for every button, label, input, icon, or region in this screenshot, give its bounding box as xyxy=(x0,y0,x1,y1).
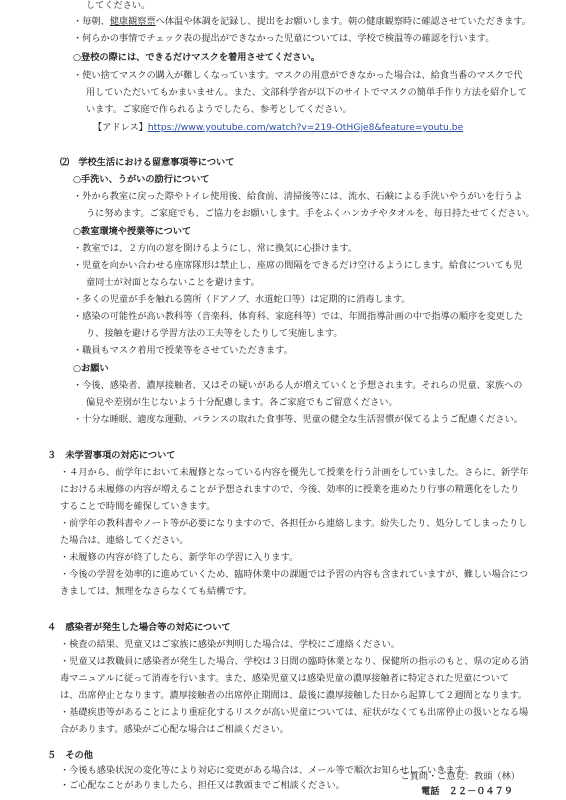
section-3-line: きましては、無理をなさらなくても結構です。 xyxy=(60,586,253,597)
request-line: ・今後、感染者、濃厚接触者、又はその疑いがある人が増えていくと予想されます。それらの児童、家族への xyxy=(73,380,523,391)
section-3-line: ・今後の学習を効率的に進めていくため、臨時休業中の課題では予習の内容も含まれていますが、難しい場合につ xyxy=(60,569,529,580)
bullet-check-sheet: ・何らかの事情でチェック表の提出ができなかった児童については、学校で検温等の確認を行います。 xyxy=(73,33,495,44)
section-3-line: た場合は、連絡してください。 xyxy=(60,535,189,546)
classroom-line: り、接触を避ける学習方法の工夫等をしたりして実施します。 xyxy=(86,328,343,339)
classroom-line: ・感染の可能性が高い教科等（音楽科、体育科、家庭科等）では、年間指導計画の中で指導の順序を変更した xyxy=(73,311,524,322)
section-5-line: ・今後も感染状況の変化等により対応に変更がある場合は、メール等で順次お知らせしていきます。 xyxy=(60,765,473,776)
section-4-line: は、出席停止となります。濃厚接触者の出席停止期間は、最後に濃厚接触した日から起算して２週間となります。 xyxy=(60,690,528,701)
section-3-line: ・４月から、前学年において未履修となっている内容を優先して授業を行う計画をしていました。さらに、新学年 xyxy=(60,467,529,478)
bullet-prefix: ・毎朝、 xyxy=(73,16,110,27)
bullet-health-check xyxy=(73,16,531,28)
mask-line: 用していただいてもかまいません。また、文部科学省が以下のサイトでマスクの簡単手作り方法を紹介して xyxy=(86,87,527,98)
continued-text: してください。 xyxy=(86,0,151,11)
section-4-line: ・基礎疾患等があることにより重症化するリスクが高い児童については、症状がなくても出席停止の扱いとなる場 xyxy=(60,707,529,718)
section-3-line: ・前学年の教科書やノート等が必要になりますので、各担任から連絡します。紛失したり、処分してしまったりし xyxy=(60,518,528,529)
classroom-line: 童同士が対面とならないことを避けます。 xyxy=(86,277,260,288)
handwash-line: うに努めます。ご家庭でも、ご協力をお願いします。手をふくハンカチやタオルを、毎日持たせてください。 xyxy=(86,208,535,219)
section-3-line: することで時間を確保していきます。 xyxy=(60,501,216,512)
health-form-term: 健康観察票 xyxy=(109,16,156,27)
address-link[interactable]: https://www.youtube.com/watch?v=219-OtHGje8&feature=youtu.be xyxy=(147,122,464,133)
section-3-heading: ３ 未学習事項の対応について xyxy=(47,450,176,461)
section-3-line: ・未履修の内容が終了したら、新学年の学習に入ります。 xyxy=(60,552,299,563)
contact-phone: 電話 ２２－０４７９ xyxy=(421,786,513,797)
mask-line: います。ご家庭で作られるようでしたら、参考としてください。 xyxy=(86,104,352,115)
bullet-rest: へ体温や体調を記録し、提出をお願いします。朝の健康観察時に確認させていただきます。 xyxy=(155,16,531,27)
section-4-line: 毒マニュアルに従って消毒を行います。また、感染児童又は感染児童の濃厚接触者に特定された児童について xyxy=(60,673,509,684)
section-5-line: ・ご心配なことがありましたら、担任又は教頭までご相談ください。 xyxy=(60,780,345,791)
classroom-line: ・職員もマスク着用で授業等をさせていただきます。 xyxy=(73,345,293,356)
request-heading: ○お願い xyxy=(73,363,109,374)
handwash-line: ・外から教室に戻った際やトイレ使用後、給食前、清掃後等には、流水、石鹸による手洗いやうがいを行うよ xyxy=(73,191,523,202)
mask-heading: ○登校の際には、できるだけマスクを着用させてください。 xyxy=(73,52,320,63)
section-4-line: 合があります。感染がご心配な場合はご相談ください。 xyxy=(60,724,289,735)
classroom-line: ・教室では、２方向の窓を開けるようにし、常に換気に心掛けます。 xyxy=(73,243,358,254)
classroom-heading: ○教室環境や授業等について xyxy=(73,226,192,237)
address-line xyxy=(93,122,463,134)
request-line: ・十分な睡眠、適度な運動、バランスの取れた食事等、児童の健全な生活習慣が保てるようご配慮ください。 xyxy=(73,414,523,425)
section-2-heading: ⑵ 学校生活における留意事項等について xyxy=(60,157,235,168)
classroom-line: ・多くの児童が手を触れる箇所（ドアノブ、水道蛇口等）は定期的に消毒します。 xyxy=(73,294,411,305)
section-3-line: における未履修の内容が増えることが予想されますので、今後、効率的に授業を進めたり行事の精選化をしたり xyxy=(60,484,520,495)
section-4-line: ・検査の結果、児童又はご家族に感染が判明した場合は、学校にご連絡ください。 xyxy=(60,639,400,650)
mask-line: ・使い捨てマスクの購入が難しくなっています。マスクの用意ができなかった場合は、給食当番のマスクで代 xyxy=(73,70,523,81)
section-4-heading: ４ 感染者が発生した場合等の対応について xyxy=(47,622,231,633)
handwash-heading: ○手洗い、うがいの励行について xyxy=(73,174,210,185)
section-4-line: ・児童又は教職員に感染者が発生した場合、学校は３日間の臨時休業となり、保健所の指示のもと、県の定める消 xyxy=(60,656,529,667)
address-label: 【アドレス】 xyxy=(93,122,148,133)
section-5-heading: ５ その他 xyxy=(47,750,93,761)
contact-name: ご質問・ご意見：教頭（林） xyxy=(400,771,520,782)
request-line: 偏見や差別が生じないよう十分配慮します。各ご家庭でもご留意ください。 xyxy=(86,397,398,408)
classroom-line: ・児童を向かい合わせる座席隊形は禁止し、座席の間隔をできるだけ空けるようにします。給食についても児 xyxy=(73,260,523,271)
